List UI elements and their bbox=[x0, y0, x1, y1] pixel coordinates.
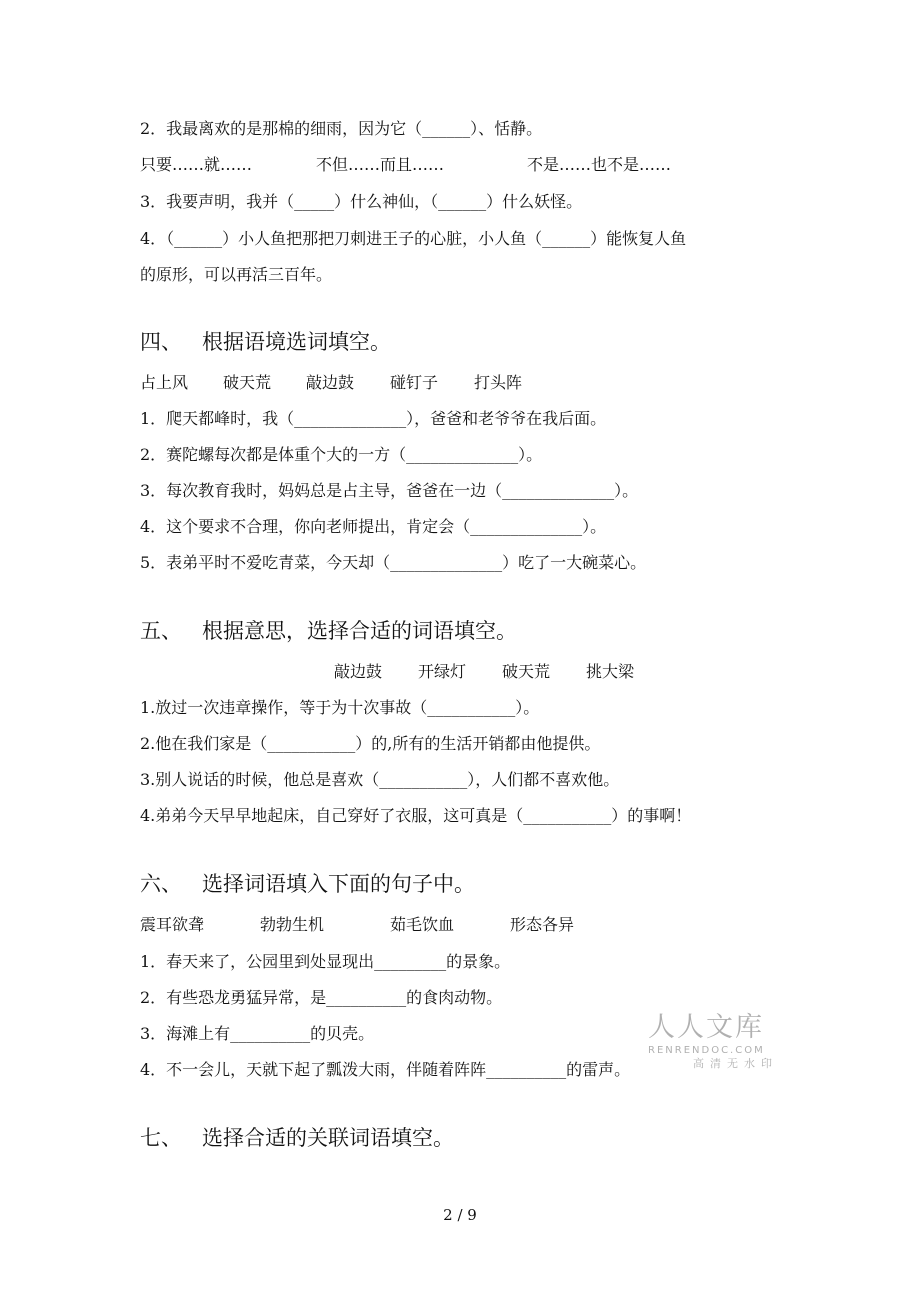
section-5-word-2: 开绿灯 bbox=[418, 662, 467, 681]
section-6-item-4: 4．不一会儿，天就下起了瓢泼大雨，伴随着阵阵__________的雷声。 bbox=[140, 1060, 631, 1079]
section-4-word-1: 占上风 bbox=[140, 373, 189, 392]
section-4-word-5: 打头阵 bbox=[474, 373, 523, 392]
question-3-2: 2．我最离欢的是那棉的细雨，因为它（______）、恬静。 bbox=[140, 119, 543, 138]
watermark-site: RENRENDOC.COM bbox=[648, 1045, 765, 1056]
section-6-item-1: 1．春天来了，公园里到处显现出_________的景象。 bbox=[140, 952, 511, 971]
section-6-heading bbox=[140, 870, 475, 898]
section-5-item-3: 3.别人说话的时候，他总是喜欢（___________），人们都不喜欢他。 bbox=[140, 770, 620, 789]
conjunction-option-1: 只要……就…… bbox=[140, 155, 253, 174]
section-7-number: 七、 bbox=[140, 1126, 182, 1150]
section-7-heading bbox=[140, 1124, 454, 1152]
section-5-word-3: 破天荒 bbox=[502, 662, 551, 681]
section-6-word-3: 茹毛饮血 bbox=[390, 915, 455, 934]
section-4-item-4: 4．这个要求不合理，你向老师提出，肯定会（______________）。 bbox=[140, 517, 607, 536]
section-4-title: 根据语境选词填空。 bbox=[202, 330, 391, 354]
section-5-item-4: 4.弟弟今天早早地起床，自己穿好了衣服，这可真是（___________）的事啊！ bbox=[140, 806, 692, 825]
conjunction-option-2: 不但……而且…… bbox=[316, 155, 445, 174]
section-4-item-2: 2．赛陀螺每次都是体重个大的一方（______________）。 bbox=[140, 445, 543, 464]
section-5-item-2: 2.他在我们家是（___________）的,所有的生活开销都由他提供。 bbox=[140, 734, 601, 753]
section-5-word-1: 敲边鼓 bbox=[334, 662, 383, 681]
section-5-item-1: 1.放过一次违章操作，等于为十次事故（___________）。 bbox=[140, 698, 540, 717]
question-3-4-line2: 的原形，可以再活三百年。 bbox=[140, 265, 333, 284]
section-6-item-3: 3．海滩上有__________的贝壳。 bbox=[140, 1024, 375, 1043]
watermark-tagline: 高清无水印 bbox=[693, 1057, 778, 1070]
section-5-number: 五、 bbox=[140, 619, 182, 643]
watermark-logo: 人人文库 bbox=[648, 1012, 764, 1043]
section-4-item-1: 1．爬天都峰时，我（______________），爸爸和老爷爷在我后面。 bbox=[140, 409, 607, 428]
watermark bbox=[648, 1012, 778, 1071]
section-4-heading bbox=[140, 328, 391, 356]
section-5-title: 根据意思，选择合适的词语填空。 bbox=[202, 619, 517, 643]
section-6-word-2: 勃勃生机 bbox=[260, 915, 325, 934]
section-5-heading bbox=[140, 617, 517, 645]
section-5-word-4: 挑大梁 bbox=[586, 662, 635, 681]
question-3-4-line1: 4．（______）小人鱼把那把刀刺进王子的心脏，小人鱼（______）能恢复人鱼 bbox=[140, 229, 687, 248]
section-4-word-4: 碰钉子 bbox=[390, 373, 439, 392]
section-6-word-4: 形态各异 bbox=[510, 915, 575, 934]
section-7-title: 选择合适的关联词语填空。 bbox=[202, 1126, 454, 1150]
page-number: 2 / 9 bbox=[443, 1206, 477, 1224]
section-6-item-2: 2．有些恐龙勇猛异常，是__________的食肉动物。 bbox=[140, 988, 503, 1007]
section-4-item-5: 5．表弟平时不爱吃青菜，今天却（______________）吃了一大碗菜心。 bbox=[140, 553, 647, 572]
question-3-3: 3．我要声明，我并（_____）什么神仙，（______）什么妖怪。 bbox=[140, 192, 583, 211]
section-6-number: 六、 bbox=[140, 872, 182, 896]
section-4-number: 四、 bbox=[140, 330, 182, 354]
section-4-item-3: 3．每次教育我时，妈妈总是占主导，爸爸在一边（______________）。 bbox=[140, 481, 639, 500]
section-4-word-2: 破天荒 bbox=[223, 373, 272, 392]
conjunction-option-3: 不是……也不是…… bbox=[527, 155, 672, 174]
section-6-word-1: 震耳欲聋 bbox=[140, 915, 205, 934]
section-4-word-3: 敲边鼓 bbox=[306, 373, 355, 392]
section-6-title: 选择词语填入下面的句子中。 bbox=[202, 872, 475, 896]
